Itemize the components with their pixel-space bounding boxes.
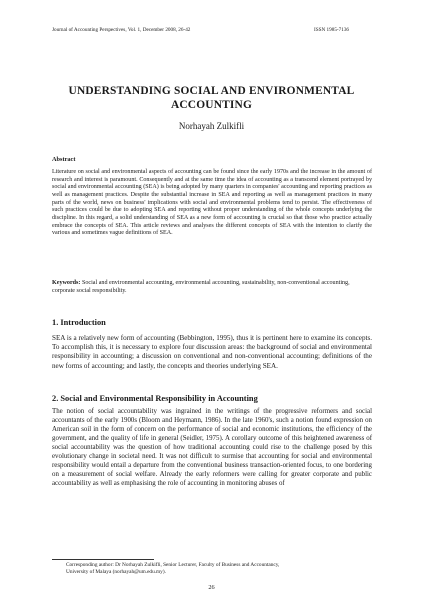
paper-title <box>40 84 383 112</box>
author-name: Norhayah Zulkifli <box>178 121 245 131</box>
abstract-heading: Abstract <box>52 156 76 163</box>
title-line-2: ACCOUNTING <box>170 99 253 111</box>
responsibility-paragraph: The notion of social accountability was ingrained in the writings of the progressive reformers and social accountants of the early 1900s (Bloom and Heymann, 1986). In the late 1960's, such a notion found expression on American soil in the form of concern on the performance of social and economic institutions, the efficiency of the government, and the quality of life in general (Seidler, 1975). A corollary outcome of this heightened awareness of social accountability was the question of how traditional accounting could rise to the challenge posed by this evolutionary change in societal need. It was not difficult to surmise that accounting for social and environmental responsibility would entail a departure from the conventional business transaction-oriented focus, to one bordering on a measurement of social welfare. Already the early reformers were calling for greater corporate and public accountability as well as emphasising the role of accounting in monitoring abuses of <box>52 408 372 487</box>
introduction-paragraph: SEA is a relatively new form of accounting (Bebbington, 1995), thus it is pertinent here to examine its concepts. To accomplish this, it is necessary to explore four discussion areas: the background of social and environmental responsibility in accounting; a discussion on conventional and non-conventional accounting; definitions of the new forms of accounting; and lastly, the concepts and theories underlying SEA. <box>52 334 372 370</box>
section-heading-introduction: 1. Introduction <box>52 318 106 327</box>
footnote-divider <box>52 559 154 560</box>
page-number: 26 <box>208 584 215 591</box>
keywords <box>52 280 372 295</box>
section-heading-responsibility: 2. Social and Environmental Responsibility in Accounting <box>52 394 258 403</box>
keywords-text: Social and environmental accounting, environmental accounting, sustainability, non-conventional accounting, corporate social responsibility. <box>52 280 350 294</box>
footnote-line-1: Corresponding author: Dr Norhayah Zulkifli, Senior Lecturer, Faculty of Business and Accountancy, <box>66 562 280 568</box>
footnote-line-2: University of Malaya (norhayah@um.edu.my). <box>66 569 166 575</box>
title-line-1: UNDERSTANDING SOCIAL AND ENVIRONMENTAL <box>68 85 355 97</box>
journal-header: Journal of Accounting Perspectives, Vol. 1, December 2008, 26-42 <box>52 27 191 33</box>
issn-header: ISSN 1985-7136 <box>314 27 350 33</box>
keywords-label: Keywords: <box>52 280 81 286</box>
footnote <box>66 562 366 576</box>
abstract-text: Literature on social and environmental aspects of accounting can be found since the early 1970s and the increase in the amount of research and interest is paramount. Consequently and at the same time the idea of accounting as a transcend element portrayed by social and environmental accounting (SEA) is being adopted by many quarters in companies' accounting and reporting practices as well as management practices. Despite the substantial increase in SEA and reporting as well as management practices in many parts of the world, news on business' implications with social and environmental problems tend to persist. The effectiveness of such practices could be due to adopting SEA and reporting without proper understanding of the whole concepts underlying the discipline. In this regard, a solid understanding of SEA as a new form of accounting is crucial so that those who practice actually embrace the concepts of SEA. This article reviews and analyses the different concepts of SEA with the intention to clarify the various and sometimes vague definitions of SEA. <box>52 169 372 237</box>
